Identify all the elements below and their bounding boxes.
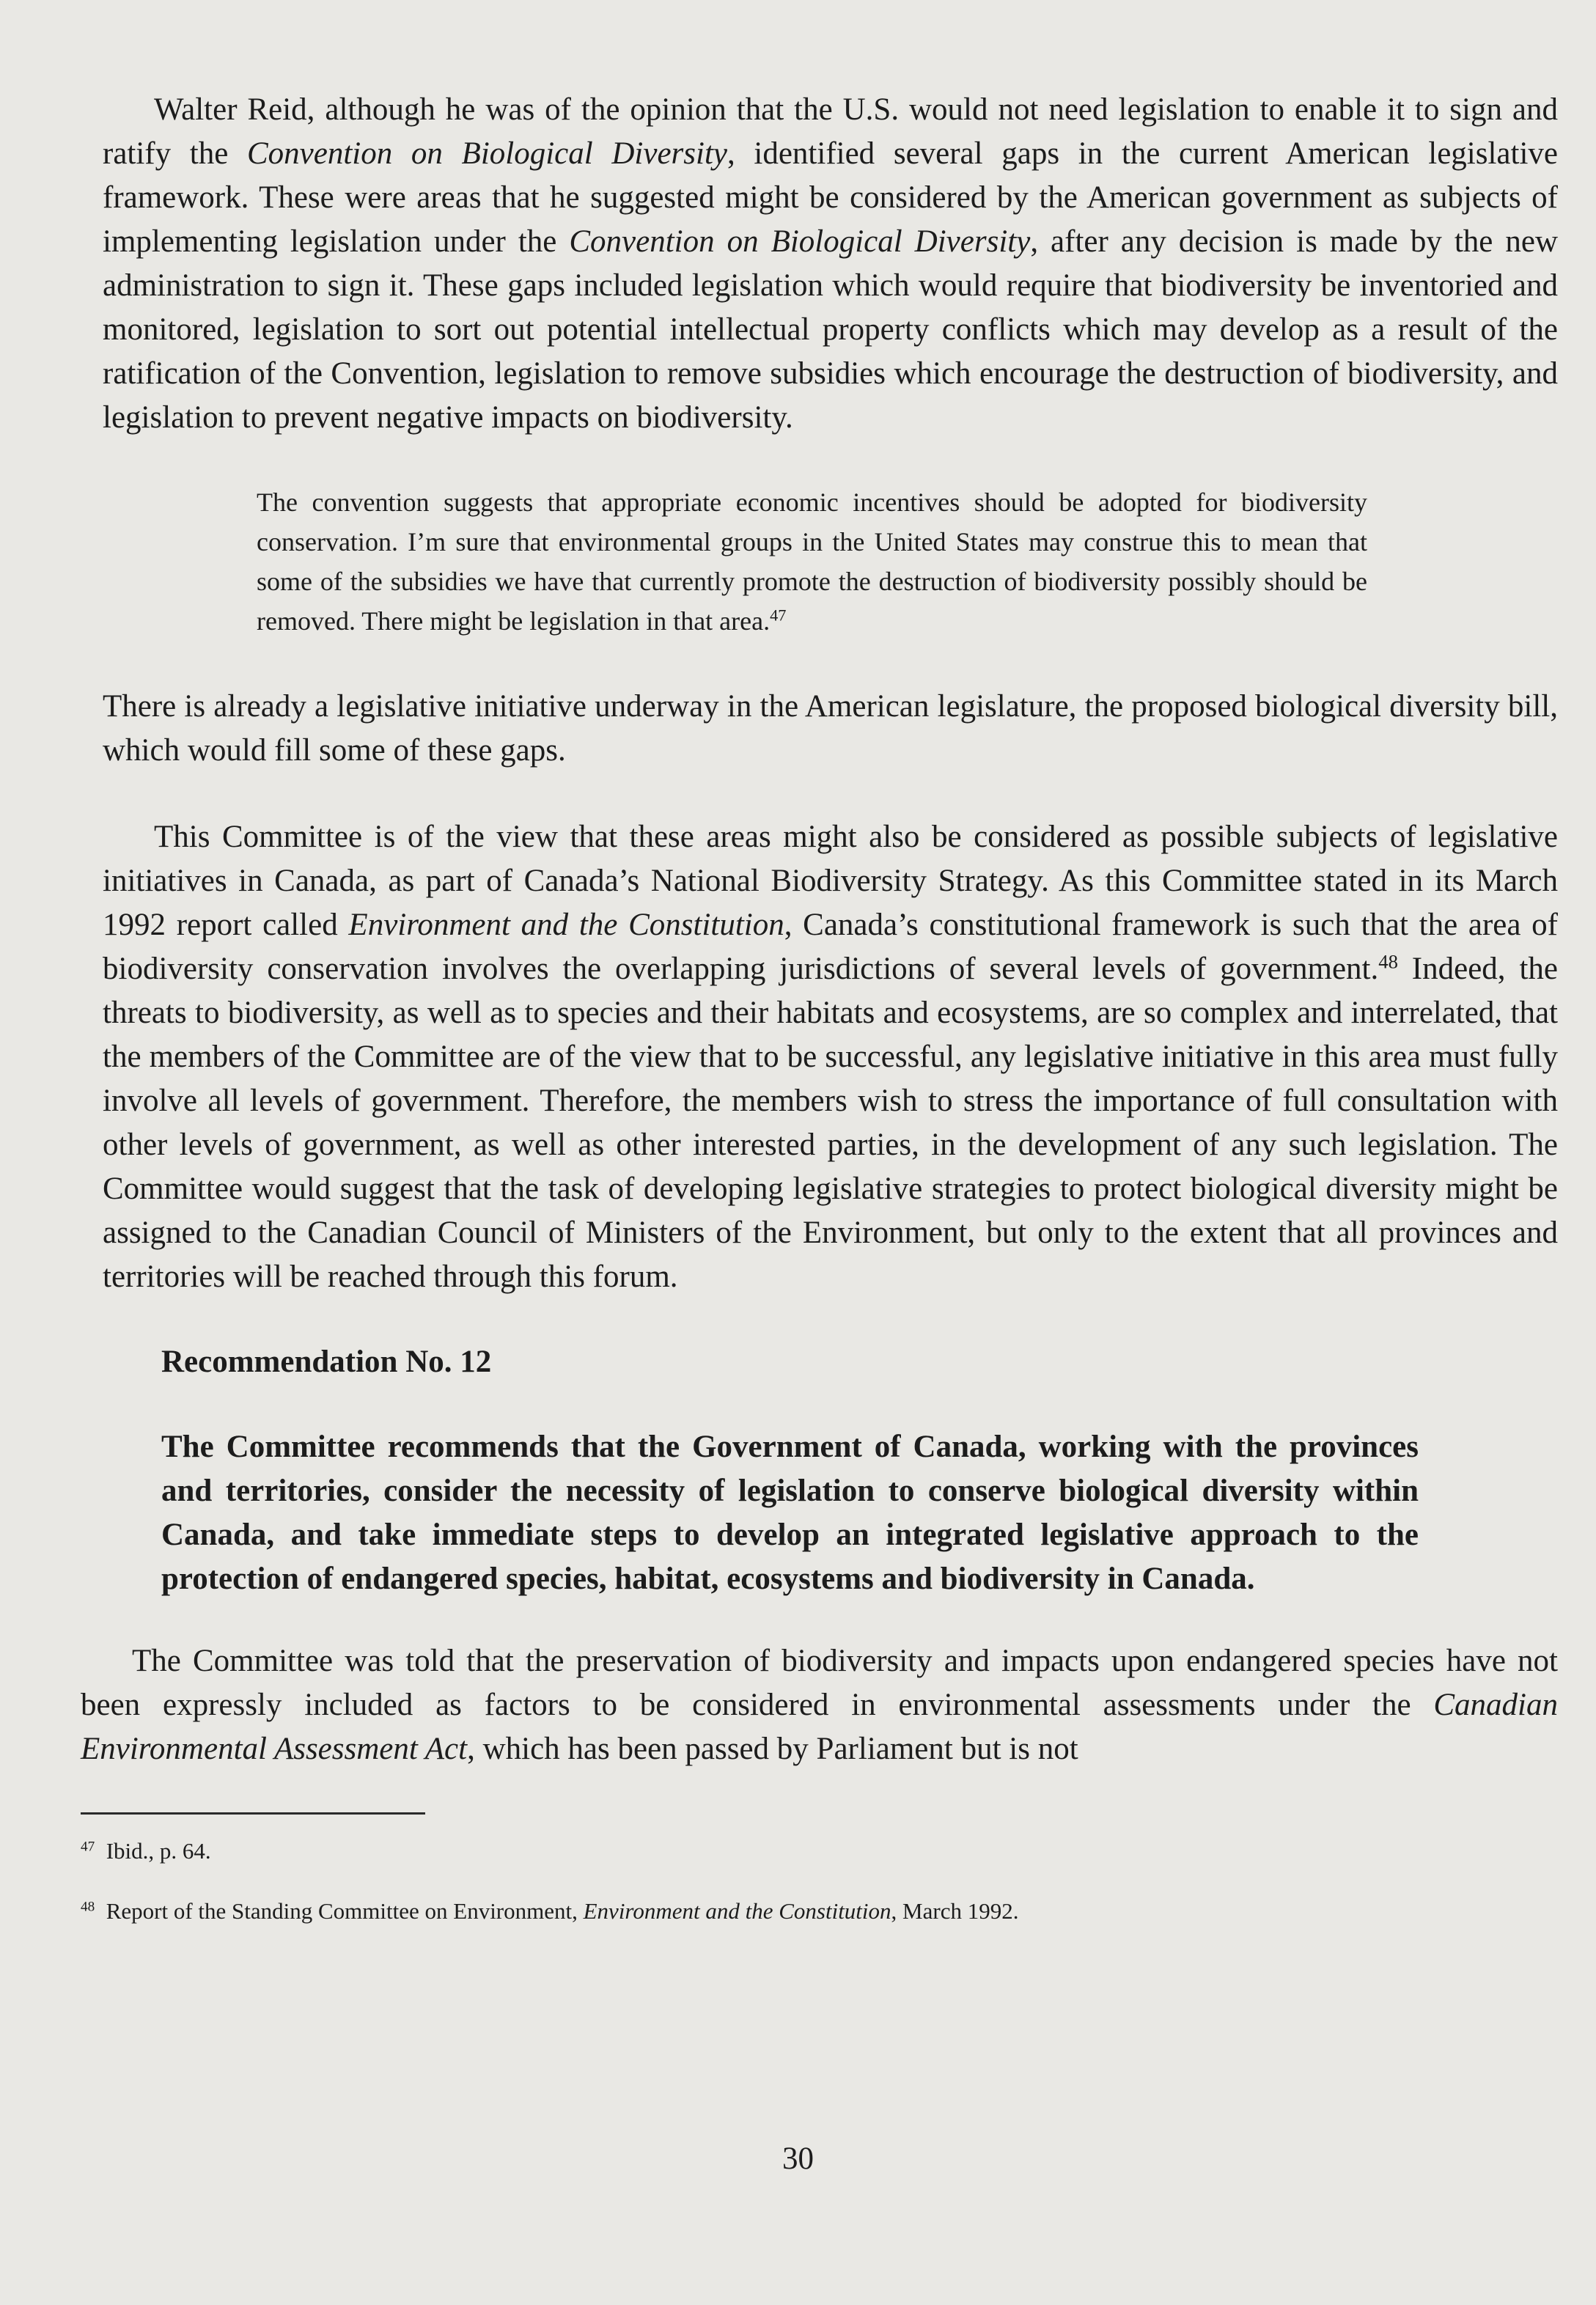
recommendation-body: The Committee recommends that the Government of Canada, working with the provinces and territories, consider the necessity of legislation to conserve biological diversity within Canada, and take immediate steps to develop an integrated legislative approach to the protection of endangered species, habitat, ecosystems and biodiversity in Canada. xyxy=(161,1430,1419,1596)
footnote-text: , March 1992. xyxy=(891,1898,1019,1924)
footnote-text: Report of the Standing Committee on Environment, xyxy=(106,1898,584,1924)
paragraph-assessment-act xyxy=(81,1639,1558,1771)
footnote-number: 48 xyxy=(81,1899,95,1915)
italic-title: Environment and the Constitution xyxy=(583,1898,891,1924)
footnote-text: Ibid., p. 64. xyxy=(106,1838,211,1864)
footnote-divider xyxy=(81,1812,425,1815)
italic-title: Convention on Biological Diversity xyxy=(246,136,727,171)
italic-title: Canadian Environmental Assessment Act xyxy=(81,1688,1558,1766)
text-run: This Committee is of the view that these areas might also be considered as possible subjects of legislative initiatives in Canada, as part of Canada’s National Biodiversity Strategy. As this Committee stated in its March 1992 report called xyxy=(103,820,1558,942)
recommendation-heading: Recommendation No. 12 xyxy=(161,1345,492,1379)
footnote-47 xyxy=(81,1835,1558,1867)
quote-text: The convention suggests that appropriate economic incentives should be adopted for biodiversity conservation. I’m sure that environmental groups in the United States may construe this to mean that some of the subsidies we have that currently promote the destruction of biodiversity possibly should be removed. There might be legislation in that area. xyxy=(257,488,1367,636)
text-run: Indeed, the threats to biodiversity, as well as to species and their habitats and ecosystems, are so complex and interrelated, that the members of the Committee are of the view that to be successful, any legislative initiative in this area must fully involve all levels of government. Therefore, the members wish to stress the importance of full consultation with other levels of government, as well as other interested parties, in the development of any such legislation. The Committee would suggest that the task of developing legislative strategies to protect biological diversity might be assigned to the Canadian Council of Ministers of the Environment, but only to the extent that all provinces and territories will be reached through this forum. xyxy=(103,952,1558,1294)
footnote-number: 47 xyxy=(81,1839,95,1855)
footnote-48 xyxy=(81,1895,1558,1927)
paragraph-committee-view xyxy=(103,815,1558,1299)
text-run: , Canada’s constitutional framework is such that the area of biodiversity conservation involves the overlapping jurisdictions of several levels of government. xyxy=(103,908,1558,986)
block-quote xyxy=(257,482,1367,641)
paragraph-american-initiative: There is already a legislative initiative underway in the American legislature, the proposed biological diversity bill, which would fill some of these gaps. xyxy=(103,689,1558,768)
footnote-ref-47[interactable]: 47 xyxy=(770,606,787,625)
italic-title: Environment and the Constitution xyxy=(348,908,784,942)
text-run: , identified several gaps in the current American legislative framework. These were areas that he suggested might be considered by the American government as subjects of implementing legislation under the xyxy=(103,136,1558,259)
text-run: , which has been passed by Parliament but is not xyxy=(467,1732,1078,1766)
footnote-ref-48[interactable]: 48 xyxy=(1378,950,1398,973)
text-run: Walter Reid, although he was of the opinion that the U.S. would not need legislation to enable it to sign and ratify the xyxy=(103,92,1558,171)
text-run: , after any decision is made by the new administration to sign it. These gaps included legislation which would require that biodiversity be inventoried and monitored, legislation to sort out potential intellectual property conflicts which may develop as a result of the ratification of the Convention, legislation to remove subsidies which encourage the destruction of biodiversity, and legislation to prevent negative impacts on biodiversity. xyxy=(103,224,1559,435)
italic-title: Convention on Biological Diversity xyxy=(569,224,1031,259)
text-run: The Committee was told that the preservation of biodiversity and impacts upon endangered species have not been expressly included as factors to be considered in environmental assessments under the xyxy=(81,1644,1558,1722)
paragraph-walter-reid xyxy=(103,88,1558,440)
page-number: 30 xyxy=(782,2142,814,2176)
